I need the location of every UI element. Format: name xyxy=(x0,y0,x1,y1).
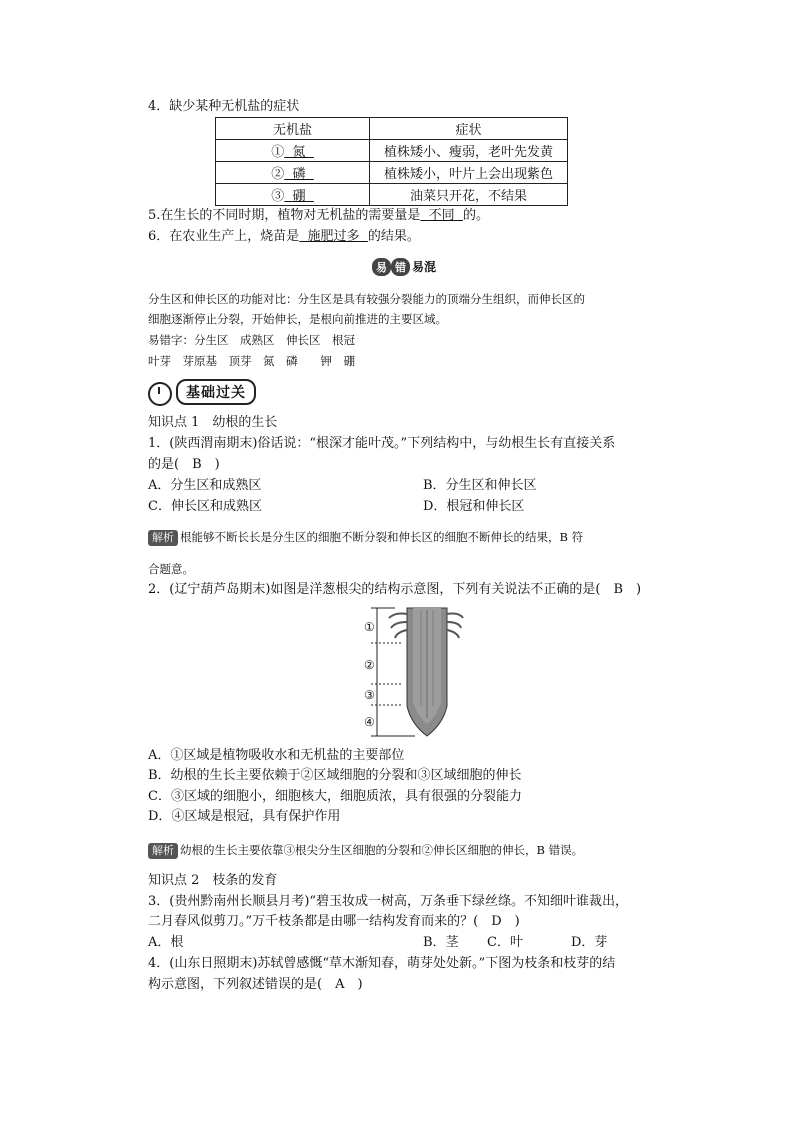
table-cell-salt: ② 磷 xyxy=(216,162,370,184)
knowledge-point-2: 知识点 2 枝条的发育 xyxy=(148,873,278,888)
table-header-cell: 无机盐 xyxy=(216,118,370,140)
table-row xyxy=(216,162,568,184)
table-cell-symptom: 油菜只开花，不结果 xyxy=(370,184,568,206)
question-1-line: 1．(陕西渭南期末)俗话说：“根深才能叶茂。”下列结构中，与幼根生长有直接关系 xyxy=(148,436,616,451)
option-d: D．芽 xyxy=(571,935,608,950)
option-a: A．分生区和成熟区 xyxy=(148,478,262,493)
analysis-1-line: 解析 根能够不断长长是分生区的细胞不断分裂和伸长区的细胞不断伸长的结果，B 符 xyxy=(148,528,583,546)
analysis-label: 解析 xyxy=(148,843,178,859)
question-4-intro: 4．缺少某种无机盐的症状 xyxy=(148,99,300,114)
note-line: 易错字：分生区 成熟区 伸长区 根冠 xyxy=(148,333,355,347)
option-b: B．分生区和伸长区 xyxy=(423,478,537,493)
stopwatch-icon xyxy=(148,382,172,406)
section-heading xyxy=(148,379,256,403)
option-a: A．①区域是植物吸收水和无机盐的主要部位 xyxy=(148,748,405,763)
question-3-line: 3．(贵州黔南州长顺县月考)“碧玉妆成一树高，万条垂下绿丝绦。不知细叶谁裁出， xyxy=(148,894,629,909)
question-6: 6．在农业生产上，烧苗是 施肥过多 的结果。 xyxy=(148,229,420,244)
banner-badge: 易 xyxy=(372,258,391,276)
table-header-cell: 症状 xyxy=(370,118,568,140)
option-c: C．③区域的细胞小，细胞核大，细胞质浓，具有很强的分裂能力 xyxy=(148,789,522,804)
knowledge-point-1: 知识点 1 幼根的生长 xyxy=(148,415,278,430)
error-prone-banner xyxy=(372,258,436,276)
banner-badge: 错 xyxy=(391,258,410,276)
table-cell-salt: ① 氮 xyxy=(216,140,370,162)
option-b: B．茎 xyxy=(423,935,459,950)
diagram-label-2: ② xyxy=(364,658,375,672)
table-row xyxy=(216,140,568,162)
question-4b-line: 构示意图，下列叙述错误的是( A ) xyxy=(148,977,363,992)
question-5: 5.在生长的不同时期，植物对无机盐的需要量是 不同 的。 xyxy=(148,208,489,223)
option-c: C．伸长区和成熟区 xyxy=(148,499,262,514)
analysis-1-line: 合题意。 xyxy=(148,562,194,576)
option-d: D．④区域是根冠，具有保护作用 xyxy=(148,809,341,824)
question-4b-line: 4．(山东日照期末)苏轼曾感慨“草木渐知春，萌芽处处新。”下图为枝条和枝芽的结 xyxy=(148,956,616,971)
option-a: A．根 xyxy=(148,935,184,950)
question-1-line: 的是( B ) xyxy=(148,457,220,472)
question-2-line: 2．(辽宁葫芦岛期末)如图是洋葱根尖的结构示意图，下列有关说法不正确的是( B ) xyxy=(148,582,642,597)
table-row xyxy=(216,184,568,206)
note-line: 叶芽 芽原基 顶芽 氮 磷 钾 硼 xyxy=(148,354,355,368)
note-line: 细胞逐渐停止分裂，开始伸长，是根向前推进的主要区域。 xyxy=(148,312,447,326)
table-cell-salt: ③ 硼 xyxy=(216,184,370,206)
inorganic-salt-table xyxy=(215,117,568,206)
analysis-2-line: 解析 幼根的生长主要依靠③根尖分生区细胞的分裂和②伸长区细胞的伸长，B 错误。 xyxy=(148,841,583,859)
diagram-label-4: ④ xyxy=(364,715,375,729)
question-3-line: 二月春风似剪刀。”万千枝条都是由哪一结构发育而来的？( D ) xyxy=(148,914,520,929)
table-cell-symptom: 植株矮小，叶片上会出现紫色 xyxy=(370,162,568,184)
section-title: 基础过关 xyxy=(176,379,256,405)
option-c: C．叶 xyxy=(487,935,523,950)
option-b: B．幼根的生长主要依赖于②区域细胞的分裂和③区域细胞的伸长 xyxy=(148,768,522,783)
diagram-label-3: ③ xyxy=(364,688,375,702)
note-line: 分生区和伸长区的功能对比：分生区是具有较强分裂能力的顶端分生组织，而伸长区的 xyxy=(148,292,585,306)
table-cell-symptom: 植株矮小、瘦弱，老叶先发黄 xyxy=(370,140,568,162)
analysis-label: 解析 xyxy=(148,530,178,546)
option-d: D．根冠和伸长区 xyxy=(423,499,525,514)
diagram-label-1: ① xyxy=(364,620,375,634)
table-header-row xyxy=(216,118,568,140)
banner-text: 易混 xyxy=(412,260,437,274)
